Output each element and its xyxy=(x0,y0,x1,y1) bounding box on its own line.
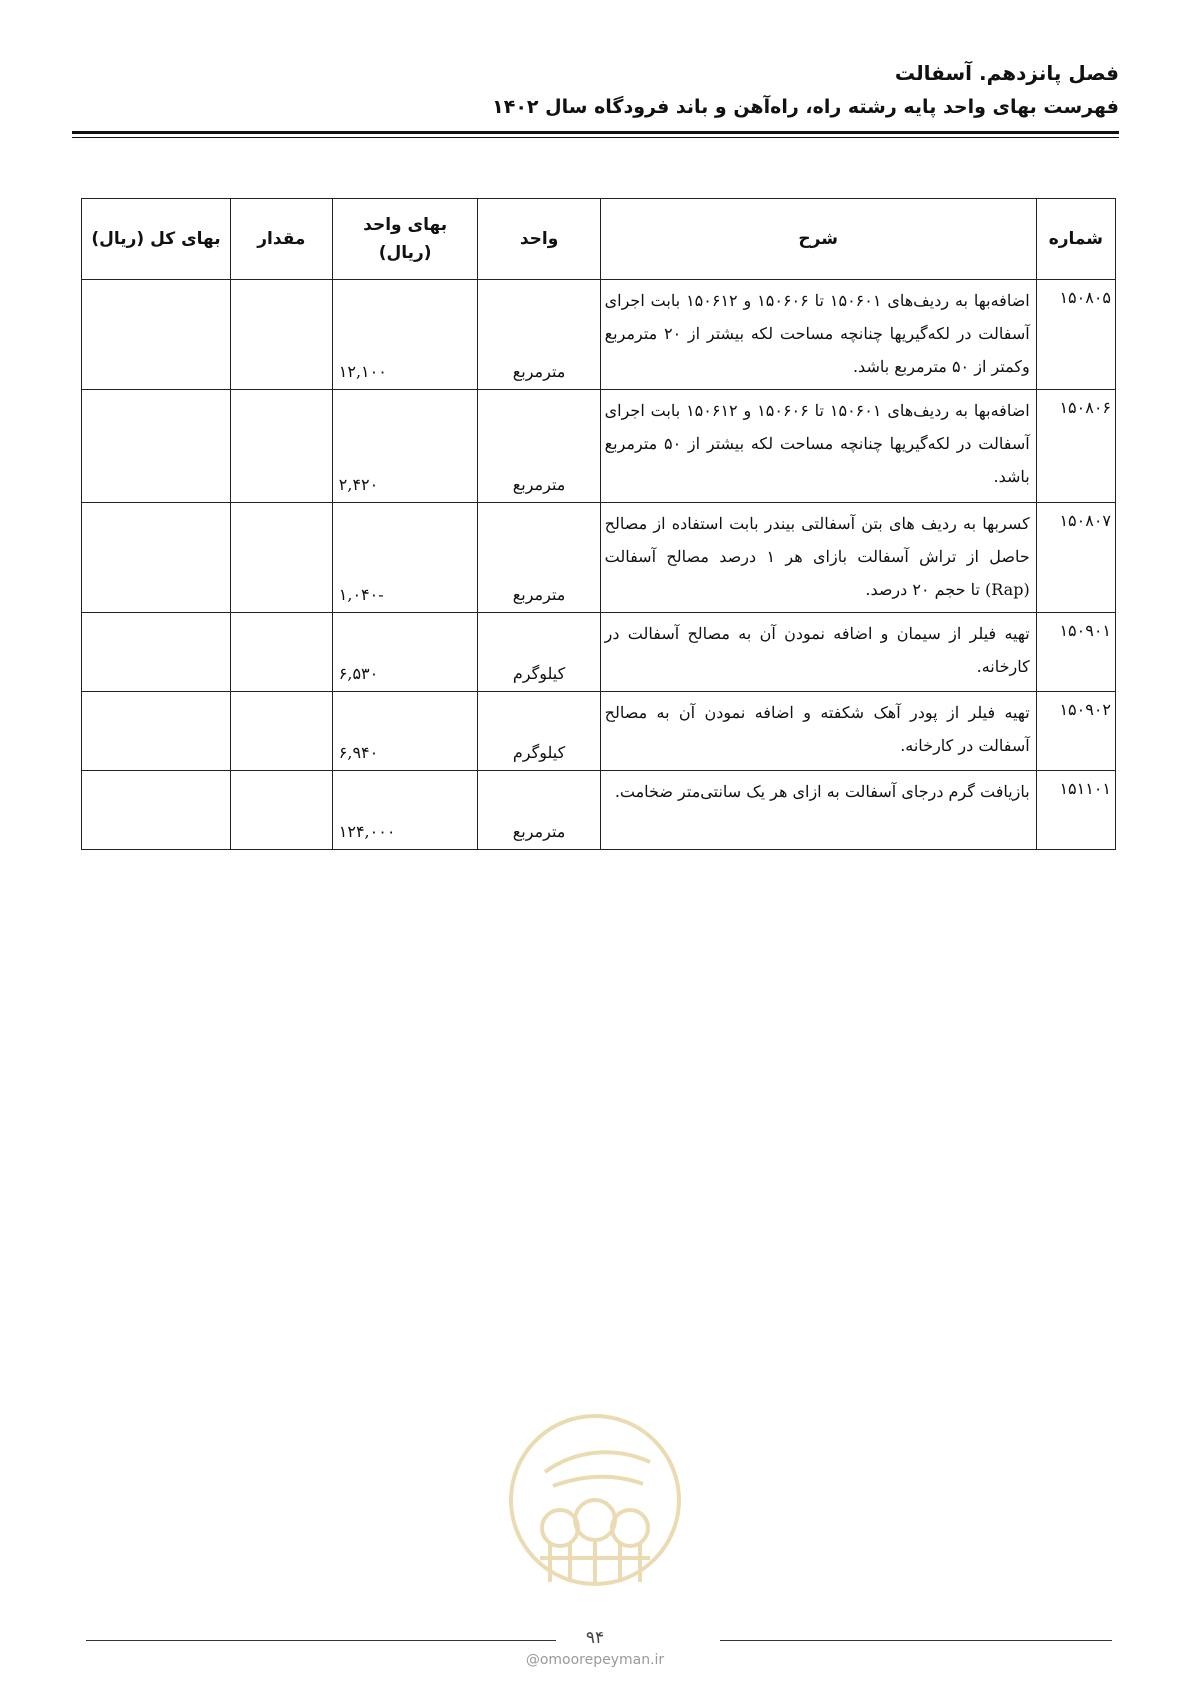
row-code: ۱۵۰۸۰۷ xyxy=(1036,503,1115,613)
col-header-unit: واحد xyxy=(478,199,600,280)
table-row xyxy=(82,692,1116,771)
row-quantity xyxy=(230,771,332,850)
website-link[interactable]: @omoorepeyman.ir xyxy=(525,1652,665,1668)
row-total xyxy=(82,280,231,390)
col-header-total-price: بهای کل (ریال) xyxy=(82,199,231,280)
footer-rule-left xyxy=(86,1640,556,1641)
table-row xyxy=(82,503,1116,613)
table-row xyxy=(82,390,1116,503)
row-unit-price: ۲,۴۲۰ xyxy=(332,390,478,503)
row-description: کسربها به ردیف های بتن آسفالتی بیندر بابت استفاده از مصالح حاصل از تراش آسفالت بازای هر ۱ درصد مصالح آسفالت (Rap) تا حجم ۲۰ درصد. xyxy=(600,503,1036,613)
page-header xyxy=(72,58,1119,122)
row-code: ۱۵۰۸۰۶ xyxy=(1036,390,1115,503)
row-code: ۱۵۰۹۰۱ xyxy=(1036,613,1115,692)
row-unit: مترمربع xyxy=(478,503,600,613)
row-total xyxy=(82,390,231,503)
row-total xyxy=(82,771,231,850)
price-list-title: فهرست بهای واحد پایه رشته راه، راه‌آهن و باند فرودگاه سال ۱۴۰۲ xyxy=(492,96,1119,118)
row-description: اضافه‌بها به ردیف‌های ۱۵۰۶۰۱ تا ۱۵۰۶۰۶ و ۱۵۰۶۱۲ بابت اجرای آسفالت در لکه‌گیریها چنانچه مساحت لکه بیشتر از ۵۰ مترمربع باشد. xyxy=(600,390,1036,503)
row-description: بازیافت گرم درجای آسفالت به ازای هر یک سانتی‌متر ضخامت. xyxy=(600,771,1036,850)
row-unit-price: ۶,۹۴۰ xyxy=(332,692,478,771)
footer-rule-right xyxy=(720,1640,1112,1641)
row-total xyxy=(82,503,231,613)
row-quantity xyxy=(230,613,332,692)
row-code: ۱۵۰۸۰۵ xyxy=(1036,280,1115,390)
watermark-logo-icon xyxy=(505,1410,685,1590)
row-code: ۱۵۰۹۰۲ xyxy=(1036,692,1115,771)
row-code: ۱۵۱۱۰۱ xyxy=(1036,771,1115,850)
col-header-description: شرح xyxy=(600,199,1036,280)
row-quantity xyxy=(230,390,332,503)
row-quantity xyxy=(230,280,332,390)
row-description: اضافه‌بها به ردیف‌های ۱۵۰۶۰۱ تا ۱۵۰۶۰۶ و ۱۵۰۶۱۲ بابت اجرای آسفالت در لکه‌گیریها چنانچه مساحت لکه بیشتر از ۲۰ مترمربع وکمتر از ۵۰ مترمربع باشد. xyxy=(600,280,1036,390)
row-unit: کیلوگرم xyxy=(478,692,600,771)
row-total xyxy=(82,613,231,692)
price-table xyxy=(81,198,1116,850)
row-unit: مترمربع xyxy=(478,771,600,850)
row-description: تهیه فیلر از سیمان و اضافه نمودن آن به مصالح آسفالت در کارخانه. xyxy=(600,613,1036,692)
unit-price-currency: (ریال) xyxy=(378,243,432,263)
row-quantity xyxy=(230,692,332,771)
row-unit-price: ۶,۵۳۰ xyxy=(332,613,478,692)
header-rule-thin xyxy=(72,137,1119,138)
table-row xyxy=(82,280,1116,390)
row-description: تهیه فیلر از پودر آهک شکفته و اضافه نمودن آن به مصالح آسفالت در کارخانه. xyxy=(600,692,1036,771)
chapter-title: فصل پانزدهم. آسفالت xyxy=(894,61,1119,85)
table-row xyxy=(82,613,1116,692)
header-rule-thick xyxy=(72,131,1119,134)
col-header-quantity: مقدار xyxy=(230,199,332,280)
row-unit-price: -۱,۰۴۰ xyxy=(332,503,478,613)
row-unit-price: ۱۲۴,۰۰۰ xyxy=(332,771,478,850)
col-header-unit-price xyxy=(332,199,478,280)
row-unit: مترمربع xyxy=(478,390,600,503)
table-row xyxy=(82,771,1116,850)
page-number: ۹۴ xyxy=(585,1628,605,1648)
unit-price-label: بهای واحد xyxy=(363,215,448,235)
row-unit-price: ۱۲,۱۰۰ xyxy=(332,280,478,390)
row-unit: مترمربع xyxy=(478,280,600,390)
row-total xyxy=(82,692,231,771)
table-header-row xyxy=(82,199,1116,280)
row-quantity xyxy=(230,503,332,613)
col-header-code: شماره xyxy=(1036,199,1115,280)
row-unit: کیلوگرم xyxy=(478,613,600,692)
